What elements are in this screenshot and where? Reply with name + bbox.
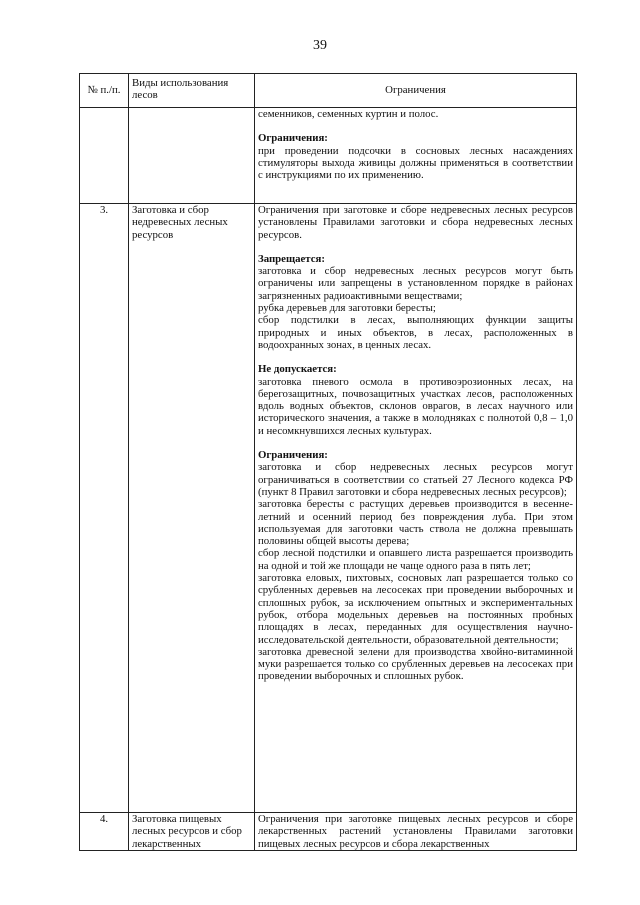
cell-number: 3. <box>80 204 129 813</box>
cell-use-type <box>129 108 255 204</box>
text-line: Ограничения при заготовке пищевых лесных ресурсов и сборе лекарственных растений установлены Правилами заготовки пищевых лесных ресурсов и сбора лекарственных <box>258 813 573 850</box>
text-line: Ограничения при заготовке и сборе недревесных лесных ресурсов установлены Правилами заготовки и сбора недревесных лесных ресурсов. <box>258 204 573 241</box>
section-heading: Запрещается: <box>258 252 325 265</box>
cell-restrictions <box>255 108 577 204</box>
text-line: заготовка еловых, пихтовых, сосновых лап разрешается только со срубленных деревьев на лесосеках при проведении выборочных и сплошных рубок, за исключением опытных и экспериментальных рубок, отбора модельных деревьев на постоянных пробных площадях в лесах, переданных для осуществления научно-исследовательской деятельности, образовательной деятельности; <box>258 572 573 646</box>
header-number: № п./п. <box>80 74 129 108</box>
cell-restrictions <box>255 204 577 813</box>
text-line: заготовка и сбор недревесных лесных ресурсов могут ограничиваться в соответствии со статьей 27 Лесного кодекса РФ (пункт 8 Правил заготовки и сбора недревесных лесных ресурсов); <box>258 461 573 498</box>
section-heading: Не допускается: <box>258 363 337 376</box>
forest-use-restrictions-table <box>79 73 577 851</box>
text-line: семенников, семенных куртин и полос. <box>258 108 439 120</box>
cell-number: 4. <box>80 813 129 851</box>
cell-restrictions <box>255 813 577 851</box>
table-row-continuation <box>80 108 577 204</box>
header-use-type: Виды использования лесов <box>129 74 255 108</box>
text-line: рубка деревьев для заготовки бересты; <box>258 302 436 315</box>
table-row-3 <box>80 204 577 813</box>
text-line: сбор лесной подстилки и опавшего листа разрешается производить на одной и той же площади не чаще одного раза в пять лет; <box>258 547 573 572</box>
text-line: заготовка древесной зелени для производства хвойно-витаминной муки разрешается только со срубленных деревьев на лесосеках при проведении выборочных и сплошных рубок. <box>258 645 573 683</box>
cell-use-type: Заготовка и сбор недревесных лесных ресурсов <box>129 204 255 813</box>
text-line: заготовка и сбор недревесных лесных ресурсов могут быть ограничены или запрещены в установленном порядке в районах загрязненных радиоактивными веществами; <box>258 265 573 302</box>
page-number: 39 <box>313 38 327 53</box>
text-line: заготовка пневого осмола в противоэрозионных лесах, на берегозащитных, почвозащитных участках лесов, расположенных вдоль водных объектов, склонов оврагов, в лесах научного или исторического значения, а также в молодняках с полнотой 0,8 – 1,0 и несомкнувшихся лесных культурах. <box>258 375 573 437</box>
text-line: заготовка бересты с растущих деревьев производится в весенне-летний и осенний период без повреждения луба. При этом используемая для заготовки часть ствола не должна превышать половины общей высоты дерева; <box>258 498 573 548</box>
cell-use-type: Заготовка пищевых лесных ресурсов и сбор лекарственных <box>129 813 255 851</box>
header-restrictions: Ограничения <box>255 74 577 108</box>
section-heading: Ограничения: <box>258 449 328 462</box>
text-line: сбор подстилки в лесах, выполняющих функции защиты природных и иных объектов, в лесах, расположенных в водоохранных зонах, в ценных лесах. <box>258 314 573 351</box>
table-row-4 <box>80 813 577 851</box>
section-heading: Ограничения: <box>258 132 328 145</box>
cell-number <box>80 108 129 204</box>
table-header-row <box>80 74 577 108</box>
text-line: при проведении подсочки в сосновых лесных насаждениях стимуляторы выхода живицы должны применяться в соответствии с инструкциями по их применению. <box>258 144 573 182</box>
